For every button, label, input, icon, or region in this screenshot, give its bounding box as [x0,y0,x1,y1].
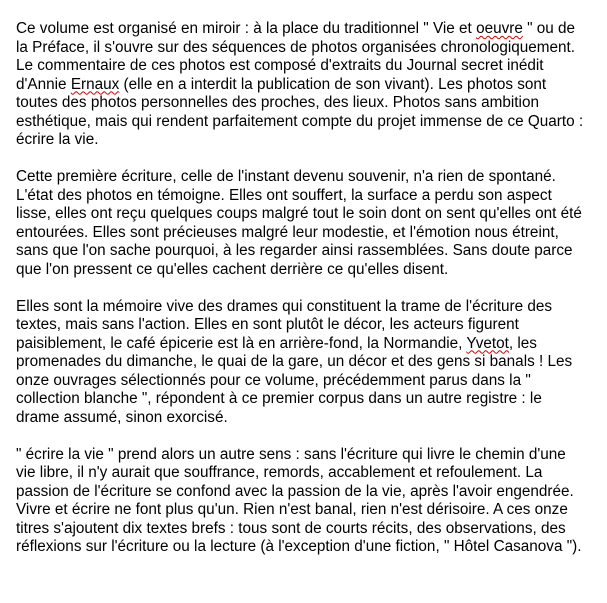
text-line: esthétique, mais qui rendent parfaitement compte du projet immense de ce Quarto : [16,112,584,130]
text-line: la Préface, il s'ouvre sur des séquences de photos organisées chronologiquement. [16,38,576,56]
text-line: entourées. Elles sont précieuses malgré leur modestie, et l'émotion nous étreint, [16,223,559,241]
text-line: promenades du dimanche, le quai de la gare, un décor et des gens si banals ! Les [16,353,573,370]
document-body [16,20,607,575]
text-line: Elles sont la mémoire vive des drames qui constituent la trame de l'écriture des [16,297,553,315]
text-line: Ce volume est organisé en miroir : à la place du traditionnel " Vie et oeuvre " ou de [16,20,576,37]
text-line: L'état des photos en témoigne. Elles ont souffert, la surface a perdu son aspect [16,186,552,204]
text-line: collection blanche ", répondent à ce premier corpus dans un autre registre : le [16,390,542,407]
spellcheck-flagged-word[interactable]: Yvetot [466,334,509,352]
text-line: textes, mais sans l'action. Elles en sont plutôt le décor, les acteurs figurent [16,316,519,333]
spellcheck-flagged-word[interactable]: oeuvre [476,20,523,37]
text-line: que l'on pressent ce qu'elles cachent derrière ce qu'elles disent. [16,260,449,278]
paragraph-3 [16,298,607,428]
text-line: " écrire la vie " prend alors un autre sens : sans l'écriture qui livre le chemin d'une [16,445,566,463]
text-line: Vivre et écrire ne font plus qu'un. Rien n'est banal, rien n'est dérisoire. A ces onze [16,501,568,518]
text-line: sans que l'on sache pourquoi, à les regarder ainsi rassemblées. Sans doute parce [16,242,573,259]
text-line: toutes des photos personnelles des proches, des lieux. Photos sans ambition [16,94,539,111]
text-line: titres s'ajoutent dix textes brefs : tous sont de courts récits, des observations, des [16,519,566,537]
text-line: réflexions sur l'écriture ou la lecture (à l'exception d'une fiction, " Hôtel Casanova "). [16,538,582,555]
paragraph-2 [16,168,607,279]
text-line: Cette première écriture, celle de l'instant devenu souvenir, n'a rien de spontané. [16,168,556,185]
text-line: onze ouvrages sélectionnés pour ce volume, précédemment parus dans la " [16,371,531,389]
text-line: vie libre, il n'y aurait que souffrance, remords, accablement et refoulement. La [16,464,543,481]
text-line: d'Annie Ernaux (elle en a interdit la publication de son vivant). Les photos sont [16,75,547,93]
text-line: drame assumé, sinon exorcisé. [16,408,228,426]
text-line: lisse, elles ont reçu quelques coups malgré tout le soin dont on sent qu'elles ont été [16,205,582,222]
paragraph-4 [16,446,607,557]
spellcheck-flagged-word[interactable]: Ernaux [70,75,120,93]
text-line: paisiblement, le café épicerie est là en arrière-fond, la Normandie, Yvetot, les [16,334,537,352]
paragraph-1 [16,20,607,150]
text-line: Le commentaire de ces photos est composé d'extraits du Journal secret inédit [16,57,544,74]
text-line: passion de l'écriture se confond avec la passion de la vie, après l'avoir engendrée. [16,482,574,500]
text-line: écrire la vie. [16,131,99,148]
